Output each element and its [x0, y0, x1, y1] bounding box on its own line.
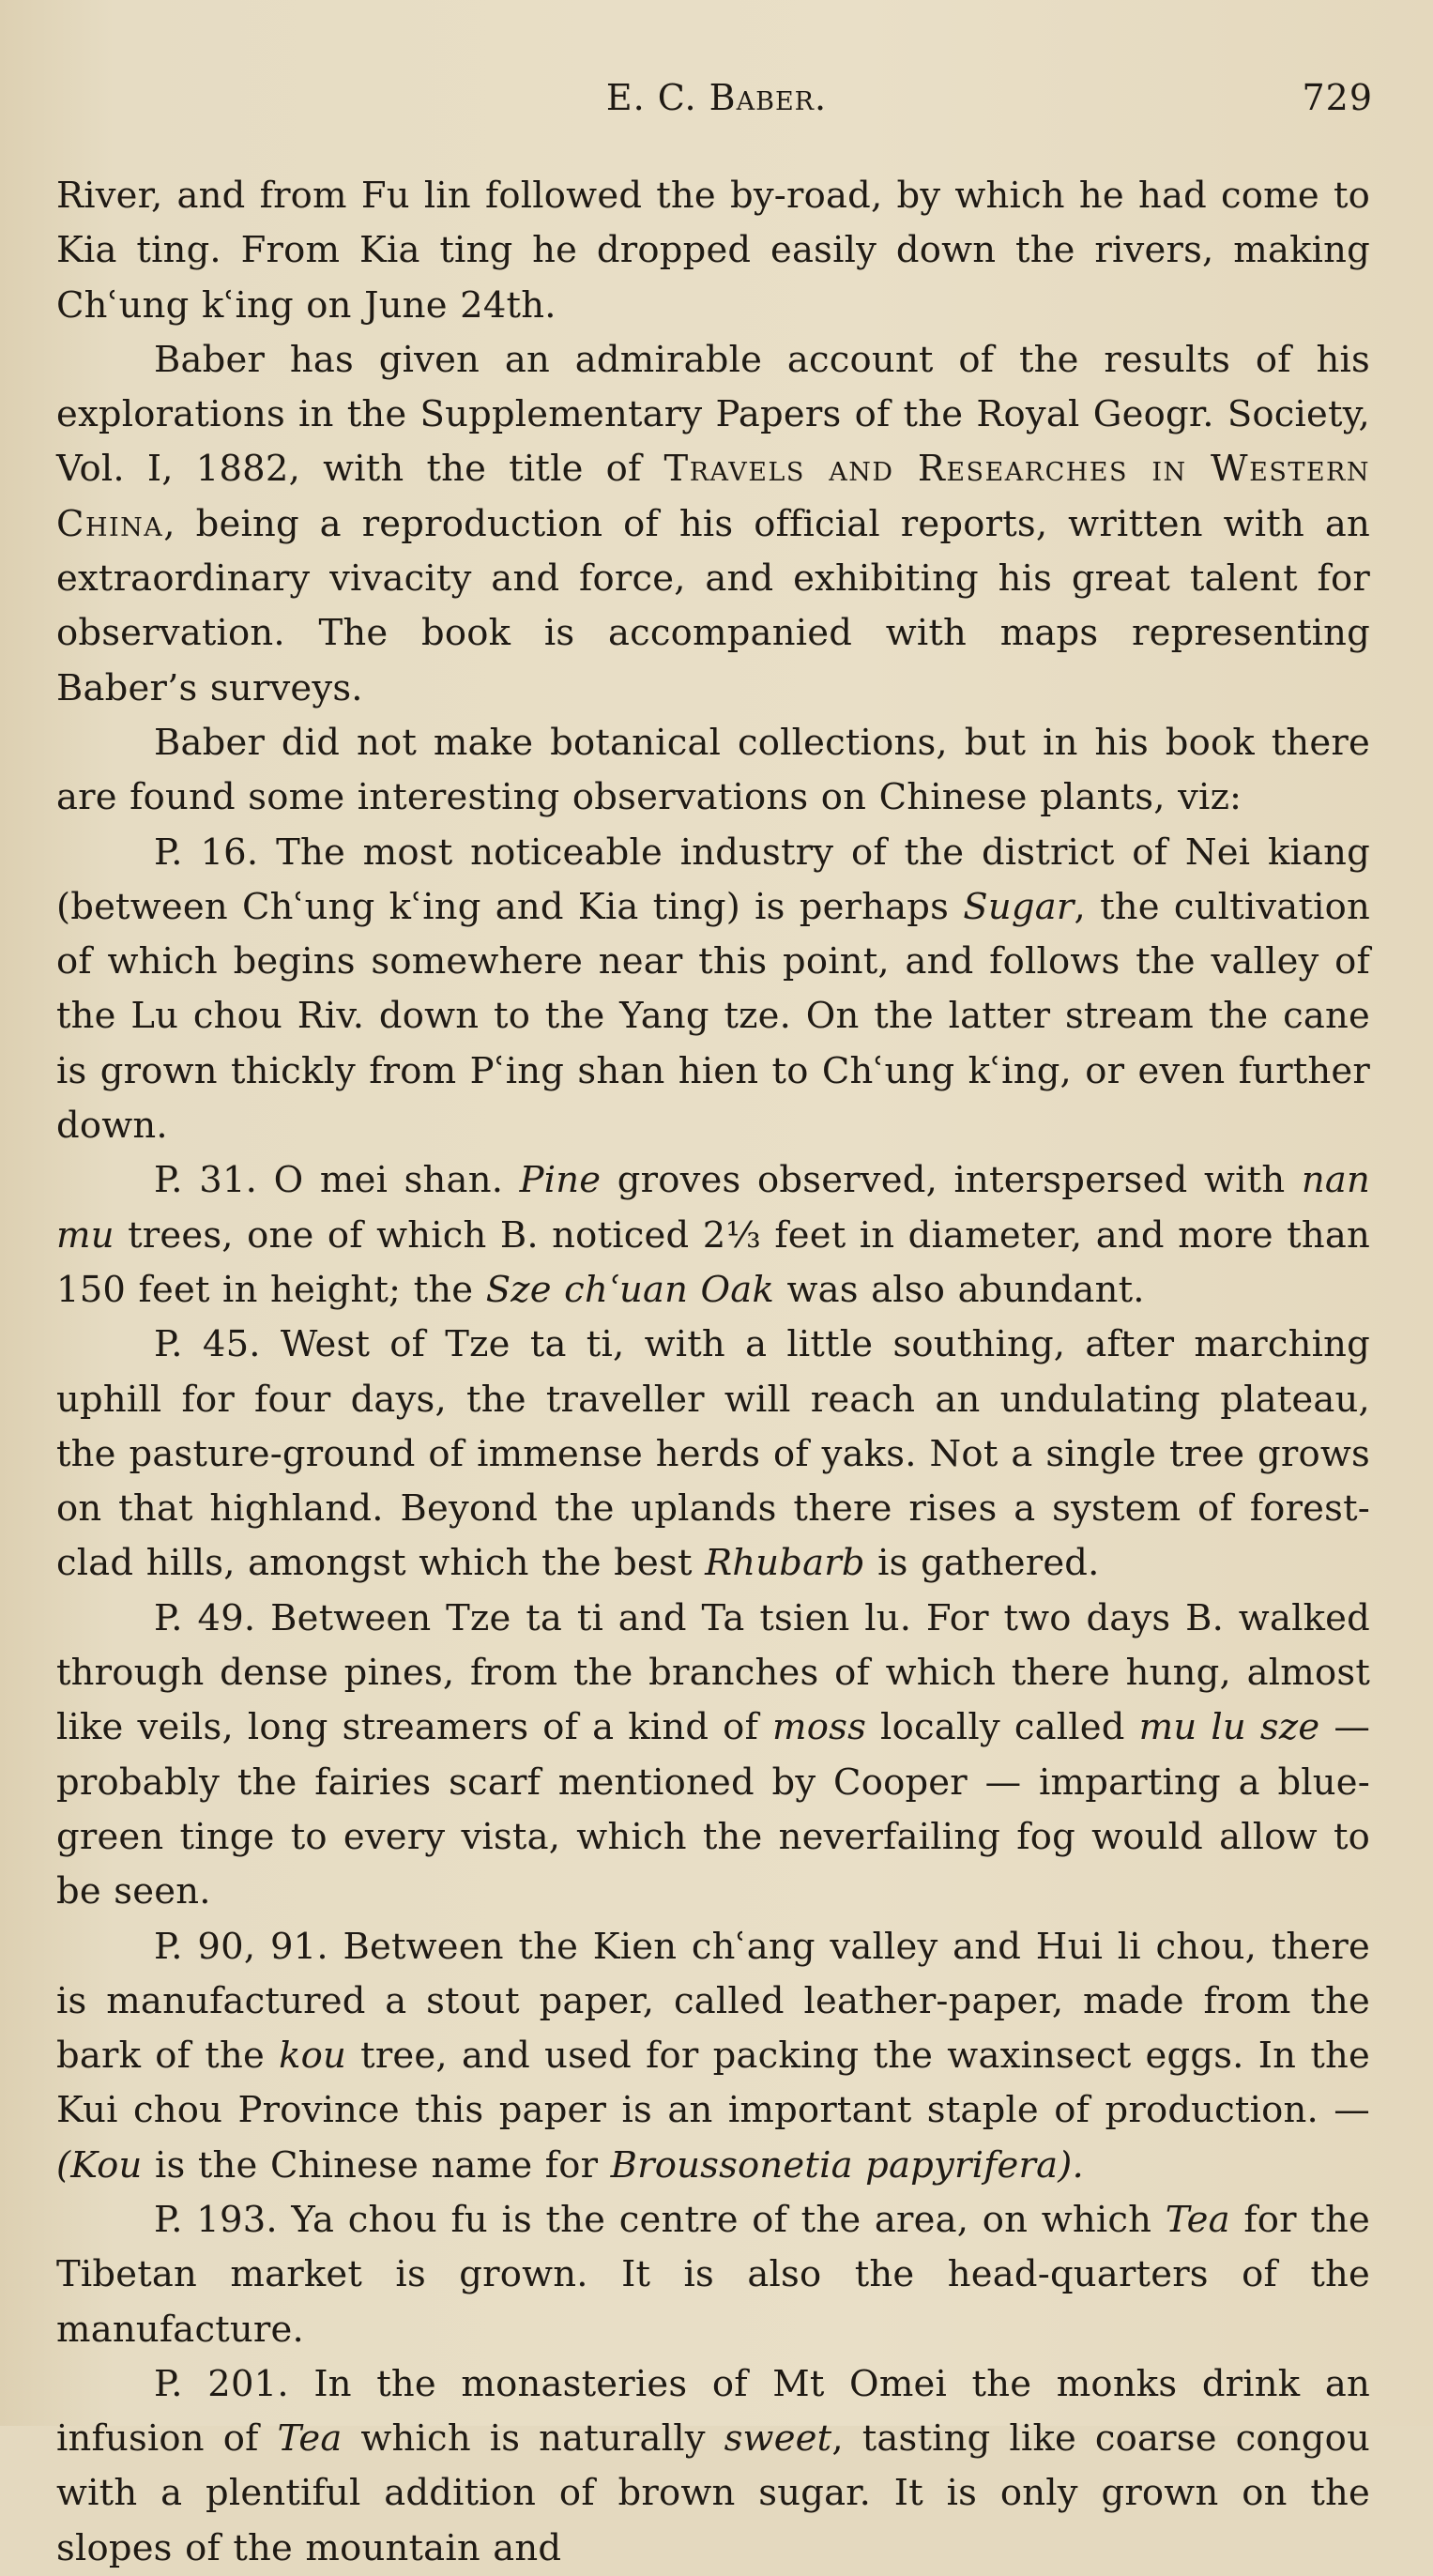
text-run: P. 49. Between Tze ta ti and Ta tsien lu. For two days B. walked through dense pines, from the branches of which there hung, almost like veils, long streamers of a kind of: [56, 1596, 1370, 1749]
text-run: , tasting like coarse congou with a plentiful addition of brown sugar. It is only grown on the slopes of the mountain and: [56, 2417, 1370, 2569]
text-run: tree, and used for packing the waxinsect eggs. In the Kui chou Province this paper is an important staple of production. —: [56, 2035, 1370, 2132]
text-run: Baber did not make botanical collections, but in his book there are found some interesting observations on Chinese plants, viz:: [56, 721, 1370, 819]
italic-term: Pine: [519, 1159, 602, 1202]
text-run: River, and from Fu lin followed the by-road, by which he had come to Kia ting. From Kia ting he dropped easily down the rivers, making Chʿung kʿing on June 24th.: [56, 175, 1370, 327]
text-run: groves observed, interspersed with: [601, 1159, 1302, 1202]
text-run: P. 31. O mei shan.: [154, 1159, 520, 1202]
italic-term: Tea: [1165, 2198, 1230, 2241]
italic-term: Sze chʿuan Oak: [485, 1268, 774, 1311]
italic-term: (Kou: [56, 2143, 143, 2187]
body-text: [56, 169, 1370, 2576]
text-run: , being a reproduction of his official reports, written with an extraordinary vivacity and force, and exhibiting his great talent for observation. The book is accompanied with maps representing Baber’s surveys.: [56, 502, 1370, 709]
text-run: which is naturally: [342, 2417, 724, 2461]
text-run: , the cultivation of which begins somewhere near this point, and follows the valley of the Lu chou Riv. down to the Yang tze. On the latter stream the cane is grown thickly from Pʿing shan hien to Chʿung kʿing, or even further down.: [56, 885, 1370, 1148]
text-run: is the Chinese name for: [142, 2143, 611, 2187]
text-run: locally called: [866, 1706, 1139, 1749]
italic-term: moss: [772, 1706, 867, 1749]
text-run: — probably the fairies scarf mentioned by Cooper — imparting a blue-green tinge to every vista, which the neverfailing fog would allow to be seen.: [56, 1706, 1371, 1913]
italic-term: Tea: [277, 2417, 343, 2461]
paragraph: [56, 1318, 1370, 1591]
paragraph: [56, 1920, 1370, 2193]
paragraph: [56, 333, 1370, 716]
paragraph: [56, 169, 1370, 333]
text-run: P. 45. West of Tze ta ti, with a little southing, after marching uphill for four days, the traveller will reach an undulating plateau, the pasture-ground of immense herds of yaks. Not a single tree grows on that highland. Beyond the uplands there rises a system of forest-clad hills, amongst which the best: [56, 1323, 1370, 1585]
italic-term: Sugar: [963, 885, 1075, 928]
text-run: was also abundant.: [774, 1268, 1145, 1311]
italic-term: nan mu: [56, 1159, 1370, 1257]
paragraph: [56, 826, 1370, 1154]
page-number: 729: [1302, 77, 1373, 118]
italic-term: kou: [279, 2035, 346, 2078]
italic-term: Rhubarb: [705, 1542, 865, 1585]
text-run: trees, one of which B. noticed 2⅓ feet in diameter, and more than 150 feet in height; the: [56, 1213, 1370, 1311]
paragraph: [56, 2357, 1370, 2576]
text-run: P. 193. Ya chou fu is the centre of the area, on which: [154, 2198, 1166, 2241]
running-head: [60, 77, 1373, 118]
text-run: P. 201. In the monasteries of Mt Omei the monks drink an infusion of: [56, 2362, 1370, 2461]
paragraph: [56, 716, 1370, 826]
italic-term: mu lu sze: [1138, 1706, 1320, 1749]
page-header: [60, 77, 1373, 133]
italic-term: Broussonetia papyrifera).: [610, 2143, 1084, 2187]
text-run: Baber has given an admirable account of the results of his explorations in the Supplementary Papers of the Royal Geogr. Society, Vol. I, 1882, with the title of: [56, 338, 1370, 491]
paragraph: [56, 1592, 1370, 1920]
text-run: is gathered.: [864, 1542, 1100, 1585]
text-run: for the Tibetan market is grown. It is also the head-quarters of the manufacture.: [56, 2198, 1370, 2351]
paragraph: [56, 2193, 1370, 2357]
text-run: P. 90, 91. Between the Kien chʿang valley and Hui li chou, there is manufactured a stout paper, called leather-paper, made from the bark of the: [56, 1925, 1370, 2078]
small-caps-title: Travels and Researches in Western China: [56, 448, 1370, 545]
italic-term: sweet: [724, 2417, 832, 2461]
text-run: P. 16. The most noticeable industry of the district of Nei kiang (between Chʿung kʿing and Kia ting) is perhaps: [56, 831, 1370, 928]
running-head-text: E. C. Baber.: [605, 77, 828, 118]
paragraph: [56, 1153, 1370, 1318]
